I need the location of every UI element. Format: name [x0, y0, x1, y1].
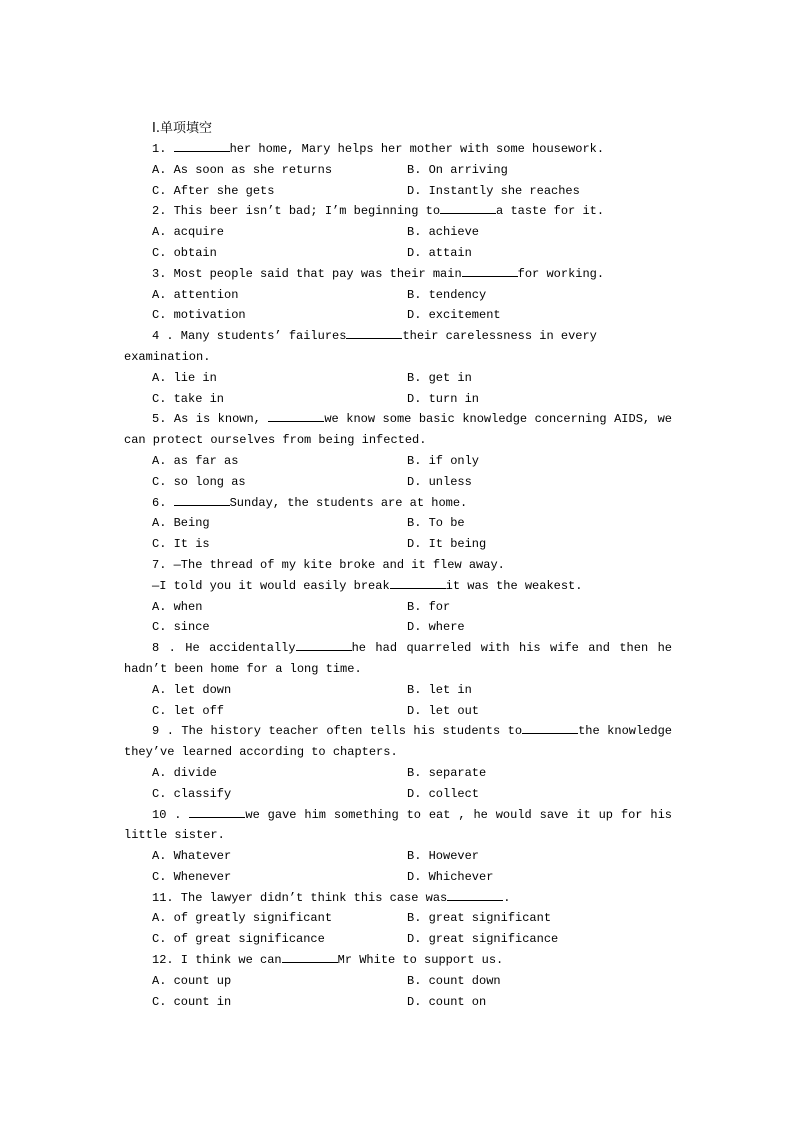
- option: B. let in: [407, 682, 472, 697]
- question-text: their carelessness in every examination.: [124, 329, 597, 364]
- question-text: Mr White to support us.: [337, 953, 504, 968]
- option-row: [124, 763, 672, 784]
- option: A. Being: [152, 516, 210, 531]
- option-row: [124, 971, 672, 992]
- option: B. tendency: [407, 287, 487, 302]
- section-title: Ⅰ.单项填空: [152, 121, 212, 136]
- question-5: [124, 409, 672, 492]
- option: B. To be: [407, 516, 465, 531]
- option: B. great significant: [407, 911, 552, 926]
- question-text: —I told you it would easily break: [152, 578, 390, 593]
- option-row: [124, 617, 672, 638]
- question-2: [124, 201, 672, 263]
- option: A. acquire: [152, 225, 225, 240]
- option-row: [124, 160, 672, 181]
- option-row: [124, 181, 672, 202]
- question-text: her home, Mary helps her mother with some housework.: [229, 142, 605, 156]
- option: D. It being: [407, 537, 487, 552]
- question-text: he had quarreled with his wife and then he hadn’t been home for a long time.: [124, 641, 673, 676]
- question-stem-reply: [124, 576, 672, 597]
- option: C. motivation: [152, 308, 246, 323]
- question-stem: [124, 721, 672, 763]
- option: A. As soon as she returns: [152, 162, 333, 177]
- option-row: [124, 222, 672, 243]
- option: D. turn in: [407, 391, 480, 406]
- question-text: we know some basic knowledge concerning AIDS, we can protect ourselves from being infected.: [124, 412, 673, 448]
- question-text: .: [503, 890, 511, 905]
- question-1: [124, 139, 672, 201]
- answer-blank: [282, 950, 338, 963]
- question-3: [124, 264, 672, 326]
- answer-blank: [296, 638, 352, 651]
- option: C. It is: [152, 537, 210, 552]
- option-row: [124, 285, 672, 306]
- option: D. unless: [407, 474, 472, 489]
- option-row: [124, 368, 672, 389]
- option: C. After she gets: [152, 183, 275, 198]
- answer-blank: [440, 201, 496, 214]
- question-text: it was the weakest.: [445, 578, 583, 593]
- answer-blank: [268, 409, 324, 422]
- question-stem: [124, 805, 672, 847]
- option-row: [124, 305, 672, 326]
- option: B. if only: [407, 453, 480, 468]
- question-text: Sunday, the students are at home.: [229, 495, 468, 510]
- question-10: [124, 805, 672, 888]
- option: C. of great significance: [152, 932, 325, 947]
- option-row: [124, 701, 672, 722]
- answer-blank: [189, 805, 245, 818]
- option: A. lie in: [152, 370, 217, 385]
- option-row: [124, 867, 672, 888]
- question-stem: [124, 264, 672, 285]
- option-row: [124, 992, 672, 1013]
- answer-blank: [522, 721, 578, 734]
- question-text: 12. I think we can: [152, 953, 282, 968]
- option: B. On arriving: [407, 162, 508, 177]
- question-stem: [124, 201, 672, 222]
- answer-blank: [462, 264, 518, 277]
- option-row: [124, 908, 672, 929]
- question-text: for working.: [517, 266, 605, 281]
- option: A. when: [152, 599, 203, 614]
- option: A. of greatly significant: [152, 911, 333, 926]
- option-row: [124, 389, 672, 410]
- option-row: [124, 472, 672, 493]
- question-text: 2. This beer isn’t bad; I’m beginning to: [152, 204, 441, 219]
- question-text: 11. The lawyer didn’t think this case was: [152, 890, 448, 905]
- answer-blank: [346, 326, 402, 339]
- option: D. let out: [407, 703, 480, 718]
- option: A. let down: [152, 682, 232, 697]
- option: D. Instantly she reaches: [407, 183, 580, 198]
- question-text: 3. Most people said that pay was their main: [152, 266, 462, 281]
- option: B. achieve: [407, 225, 480, 240]
- option-row: [124, 929, 672, 950]
- option-row: [124, 513, 672, 534]
- question-text: the knowledge they’ve learned according to chapters.: [124, 724, 672, 760]
- answer-blank: [447, 888, 503, 901]
- question-text: 8 . He accidentally: [152, 641, 296, 656]
- option-row: [124, 243, 672, 264]
- option: D. Whichever: [407, 869, 494, 884]
- option: D. great significance: [407, 932, 559, 947]
- option: D. count on: [407, 994, 487, 1009]
- option: B. separate: [407, 765, 487, 780]
- option: C. count in: [152, 994, 232, 1009]
- question-stem: [124, 139, 672, 160]
- question-text: a taste for it.: [496, 204, 605, 219]
- option: B. count down: [407, 973, 501, 988]
- answer-blank: [174, 493, 230, 506]
- option: C. since: [152, 620, 210, 635]
- option: C. so long as: [152, 474, 246, 489]
- question-stem: [124, 950, 672, 971]
- option-row: [124, 597, 672, 618]
- question-11: [124, 888, 672, 950]
- question-text: 5. As is known,: [152, 412, 269, 427]
- question-7: [124, 555, 672, 638]
- question-stem: [124, 326, 672, 368]
- option: B. However: [407, 849, 480, 864]
- option: A. attention: [152, 287, 239, 302]
- question-stem: [124, 888, 672, 909]
- question-12: [124, 950, 672, 1012]
- option: C. obtain: [152, 245, 217, 260]
- option: D. collect: [407, 786, 480, 801]
- question-stem: [124, 493, 672, 514]
- option: A. Whatever: [152, 849, 232, 864]
- option-row: [124, 680, 672, 701]
- option: D. attain: [407, 245, 472, 260]
- option: D. where: [407, 620, 465, 635]
- question-list: [124, 139, 672, 1012]
- option: A. divide: [152, 765, 217, 780]
- question-text: 9 . The history teacher often tells his students to: [152, 724, 523, 739]
- question-text: 4 . Many students’ failures: [152, 329, 347, 344]
- option: D. excitement: [407, 308, 501, 323]
- option: C. take in: [152, 391, 225, 406]
- option-row: [124, 784, 672, 805]
- option-row: [124, 451, 672, 472]
- option: A. count up: [152, 973, 232, 988]
- question-6: [124, 493, 672, 555]
- question-text: we gave him something to eat , he would save it up for his little sister.: [124, 807, 672, 843]
- question-text: 1.: [152, 142, 174, 156]
- option: C. classify: [152, 786, 232, 801]
- answer-blank: [390, 576, 446, 589]
- question-text: 10 .: [152, 807, 190, 822]
- question-text: 6.: [152, 495, 174, 510]
- option: B. for: [407, 599, 451, 614]
- option-row: [124, 846, 672, 867]
- option: B. get in: [407, 370, 472, 385]
- answer-blank: [174, 139, 230, 152]
- option: C. Whenever: [152, 869, 232, 884]
- question-9: [124, 721, 672, 804]
- option: C. let off: [152, 703, 225, 718]
- question-4: [124, 326, 672, 409]
- question-stem: [124, 638, 672, 680]
- question-8: [124, 638, 672, 721]
- worksheet-page: [124, 118, 672, 1012]
- question-stem: [124, 409, 672, 451]
- question-stem: [124, 555, 672, 576]
- option: A. as far as: [152, 453, 239, 468]
- question-text: 7. —The thread of my kite broke and it flew away.: [152, 557, 505, 572]
- option-row: [124, 534, 672, 555]
